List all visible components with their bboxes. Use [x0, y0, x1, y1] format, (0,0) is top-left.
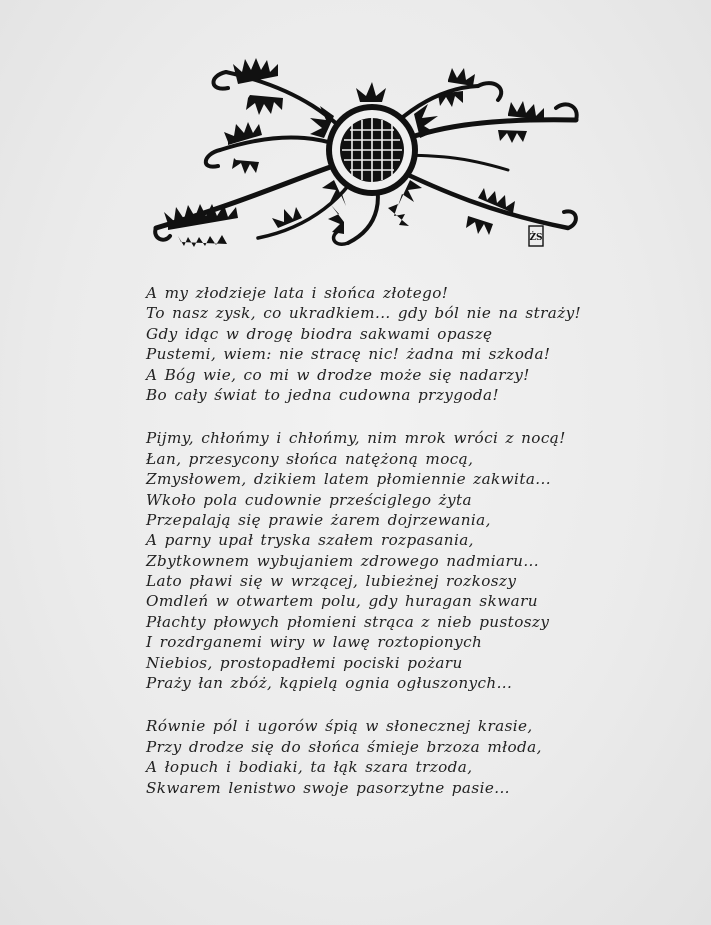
poem-line: Zbytkownem wybujaniem zdrowego nadmiaru...: [146, 551, 540, 570]
poem-line: Niebios, prostopadłemi pociski pożaru: [146, 653, 463, 672]
poem-line: Omdleń w otwartem polu, gdy huragan skwaru: [146, 592, 538, 611]
monogram-text: ŻS: [529, 233, 543, 243]
poem-line: Pustemi, wiem: nie stracę nic! żadna mi szkoda!: [146, 345, 551, 364]
poem-line: I rozdrganemi wiry w lawę roztopionych: [146, 633, 483, 652]
poem-line: Pijmy, chłońmy i chłońmy, nim mrok wróci z nocą!: [146, 429, 566, 448]
stanza-2: [146, 428, 616, 693]
poem-line: Skwarem lenistwo swoje pasorzytne pasie...: [146, 778, 510, 797]
stanza-3: [146, 716, 616, 798]
poem-line: A my złodzieje lata i słońca złotego!: [146, 284, 449, 302]
poem-line: Łan, przesycony słońca natężoną mocą,: [146, 449, 474, 468]
poem-line: A parny upał tryska szałem rozpasania,: [146, 531, 474, 550]
poem-line: Lato pławi się w wrzącej, lubieżnej rozkoszy: [146, 572, 517, 591]
poem-line: Bo cały świat to jedna cudowna przygoda!: [146, 385, 499, 404]
poem-line: To nasz zysk, co ukradkiem... gdy ból nie na straży!: [146, 304, 582, 323]
poem-line: Przy drodze się do słońca śmieje brzoza młoda,: [146, 737, 542, 756]
poem-line: Praży łan zbóż, kąpielą ognia ogłuszonych...: [146, 674, 513, 693]
poem-text: [146, 283, 616, 798]
stanza-1: [146, 283, 616, 405]
stanza-break: [146, 693, 616, 716]
poem-line: Przepalają się prawie żarem dojrzewania,: [146, 510, 491, 529]
poem-line: Wkoło pola cudownie prześciglego żyta: [146, 490, 472, 509]
monogram-mark: [529, 226, 543, 246]
poem-line: Zmysłowem, dzikiem latem płomiennie zakwita...: [146, 470, 551, 489]
poem-line: Gdy idąc w drogę biodra sakwami opaszę: [146, 324, 493, 343]
poem-line: A Bóg wie, co mi w drodze może się nadarzy!: [146, 365, 530, 384]
poem-line: Płachty płowych płomieni strąca z nieb pustoszy: [146, 612, 550, 631]
poem-line: Równie pól i ugorów śpią w słonecznej krasie,: [146, 717, 533, 736]
poem-line: A łopuch i bodiaki, ta łąk szara trzoda,: [146, 758, 473, 777]
thistle-vignette-icon: [148, 58, 584, 254]
stanza-break: [146, 405, 616, 428]
